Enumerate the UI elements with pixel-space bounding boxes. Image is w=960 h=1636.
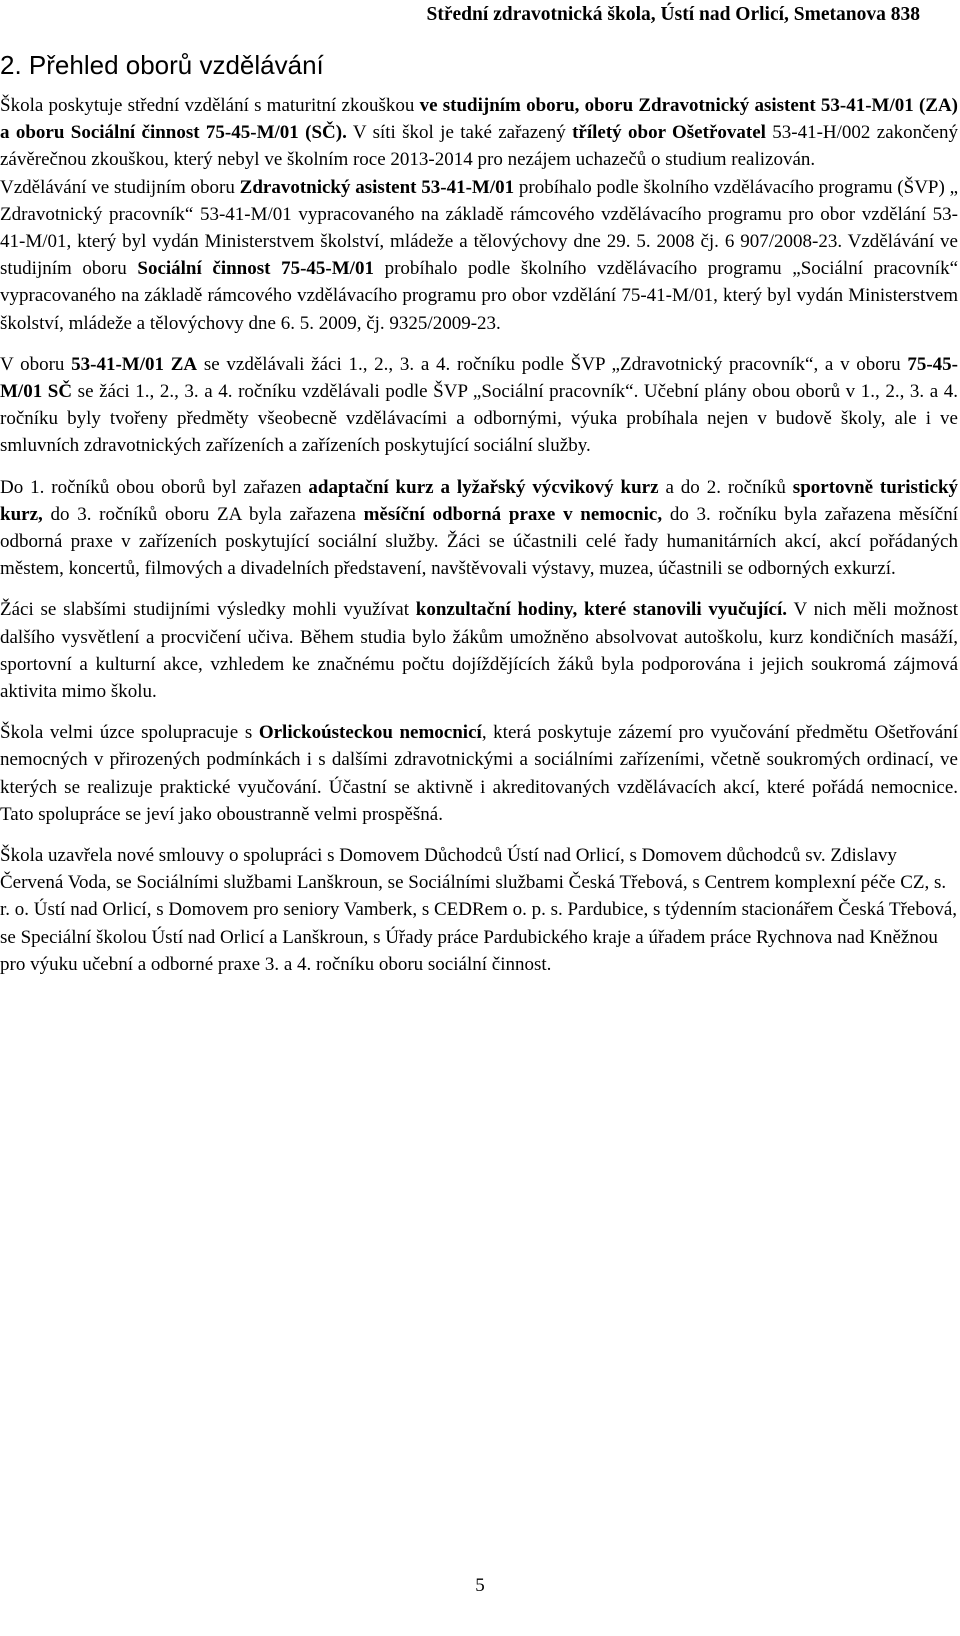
text-run: probíhalo podle školního vzdělávacího programu (ŠVP) „ Zdravotnický pracovník“ 53-41-M/01 vypracovaného na základě rámcového vzdělávacího programu pro obor vzdělání 53-41-M/01, který byl vydán Ministerstvem školství, mládeže a tělovýchovy dne 29. 5. 2008 čj. 6 907/2008-23. Vzdělávání ve studijním oboru xyxy=(0,176,959,280)
text-run: Do 1. ročníků obou oborů byl zařazen xyxy=(0,476,309,498)
page-number: 5 xyxy=(475,1575,485,1596)
text-run: 53-41-H/002 zakončený závěrečnou zkouškou, který nebyl ve školním roce 2013-2014 pro nezájem uchazečů o studium realizován. xyxy=(0,122,959,171)
text-run: Vzdělávání ve studijním oboru xyxy=(0,176,240,198)
bold-text-run: adaptační kurz a lyžařský výcvikový kurz xyxy=(308,476,659,498)
text-run: se žáci 1., 2., 3. a 4. ročníku vzdělávali podle ŠVP „Sociální pracovník“. Učební plány obou oborů v 1., 2., 3. a 4. ročníku byly tvořeny předměty všeobecně vzdělávacími a odbornými, výuka probíhala nejen v budově školy, ale i ve smluvních zdravotnických zařízeních a zařízeních poskytující sociální služby. xyxy=(0,381,958,457)
text-run: a do 2. ročníků xyxy=(658,476,793,498)
paragraph-curricula xyxy=(0,174,958,337)
text-run: probíhalo podle školního vzdělávacího programu „Sociální pracovník“ vypracovaného na základě rámcového vzdělávacího programu pro obor vzdělání 75-41-M/01, který byl vydán Ministerstvem školství, mládeže a tělovýchovy dne 6. 5. 2009, čj. 9325/2009-23. xyxy=(0,258,959,334)
running-header: Střední zdravotnická škola, Ústí nad Orlicí, Smetanova 838 xyxy=(426,4,920,25)
paragraph-contracts xyxy=(0,842,958,978)
bold-text-run: měsíční odborná praxe v nemocnic, xyxy=(363,503,663,525)
document-body xyxy=(0,92,958,992)
paragraph-consultations xyxy=(0,596,958,705)
text-run: Škola velmi úzce spolupracuje s xyxy=(0,722,259,744)
bold-text-run: konzultační hodiny, které stanovili vyučující. xyxy=(415,599,788,621)
text-run: se vzdělávali žáci 1., 2., 3. a 4. ročníku podle ŠVP „Zdravotnický pracovník“, a v oboru xyxy=(197,353,908,375)
bold-text-run: Sociální činnost 75-45-M/01 xyxy=(137,258,374,280)
text-run: do 3. ročníků oboru ZA byla zařazena xyxy=(42,503,364,525)
bold-text-run: 53-41-M/01 ZA xyxy=(71,353,198,375)
bold-text-run: Zdravotnický asistent 53-41-M/01 xyxy=(239,176,515,198)
paragraph-courses xyxy=(0,474,958,583)
text-run: Škola poskytuje střední vzdělání s maturitní zkouškou xyxy=(0,95,420,116)
text-run: V oboru xyxy=(0,353,72,375)
paragraph-study-plans xyxy=(0,351,958,460)
text-run: V nich měli možnost dalšího vysvětlení a procvičení učiva. Během studia bylo žákům umožněno absolvovat autoškolu, kurz kondičních masáží, sportovní a kulturní akce, vzhledem ke značnému počtu dojíždějících žáků byla podporována i jejich soukromá zájmová aktivita mimo školu. xyxy=(0,599,959,703)
text-run: Škola uzavřela nové smlouvy o spolupráci s Domovem Důchodců Ústí nad Orlicí, s Domovem důchodců sv. Zdislavy Červená Voda, se Sociálními službami Lanškroun, se Sociálními službami Česká Třebová, s Centrem komplexní péče CZ, s. r. o. Ústí nad Orlicí, s Domovem pro seniory Vamberk, s CEDRem o. p. s. Pardubice, s týdenním stacionářem Česká Třebová, se Speciální školou Ústí nad Orlicí a Lanškroun, s Úřady práce Pardubického kraje a úřadem práce Rychnova nad Kněžnou pro výuku učební a odborné praxe 3. a 4. ročníku oboru sociální činnost. xyxy=(0,845,958,975)
paragraph-hospital-cooperation xyxy=(0,719,958,828)
paragraph-programs xyxy=(0,92,958,174)
bold-text-run: ve studijním oboru, oboru Zdravotnický asistent 53-41-M/01 (ZA) a oboru Sociální činnost 75-45-M/01 (SČ). xyxy=(0,95,959,144)
bold-text-run: 75-45-M/01 SČ xyxy=(0,353,958,403)
text-run: Žáci se slabšími studijními výsledky mohli využívat xyxy=(0,599,416,621)
section-heading: 2. Přehled oborů vzdělávání xyxy=(0,50,324,80)
bold-text-run: Orlickoústeckou nemocnicí xyxy=(258,722,482,744)
bold-text-run: tříletý obor Ošetřovatel xyxy=(572,122,766,144)
bold-text-run: sportovně turistický kurz, xyxy=(0,476,959,525)
text-run: V síti škol je také zařazený xyxy=(346,122,573,144)
text-run: , která poskytuje zázemí pro vyučování předmětu Ošetřování nemocných v přirozených podmínkách i s dalšími zdravotnickými a sociálními zařízeními, včetně soukromých ordinací, ve kterých se realizuje praktické vyučování. Účastní se aktivně i akreditovaných vzdělávacích akcí, které pořádá nemocnice. Tato spolupráce se jeví jako oboustranně velmi prospěšná. xyxy=(0,722,958,825)
text-run: do 3. ročníku byla zařazena měsíční odborná praxe v zařízeních poskytující sociální služby. Žáci se účastnili celé řady humanitárních akcí, akcí pořádaných městem, koncertů, filmových a divadelních představení, navštěvovali výstavy, muzea, účastnili se odborných exkurzí. xyxy=(0,503,958,580)
